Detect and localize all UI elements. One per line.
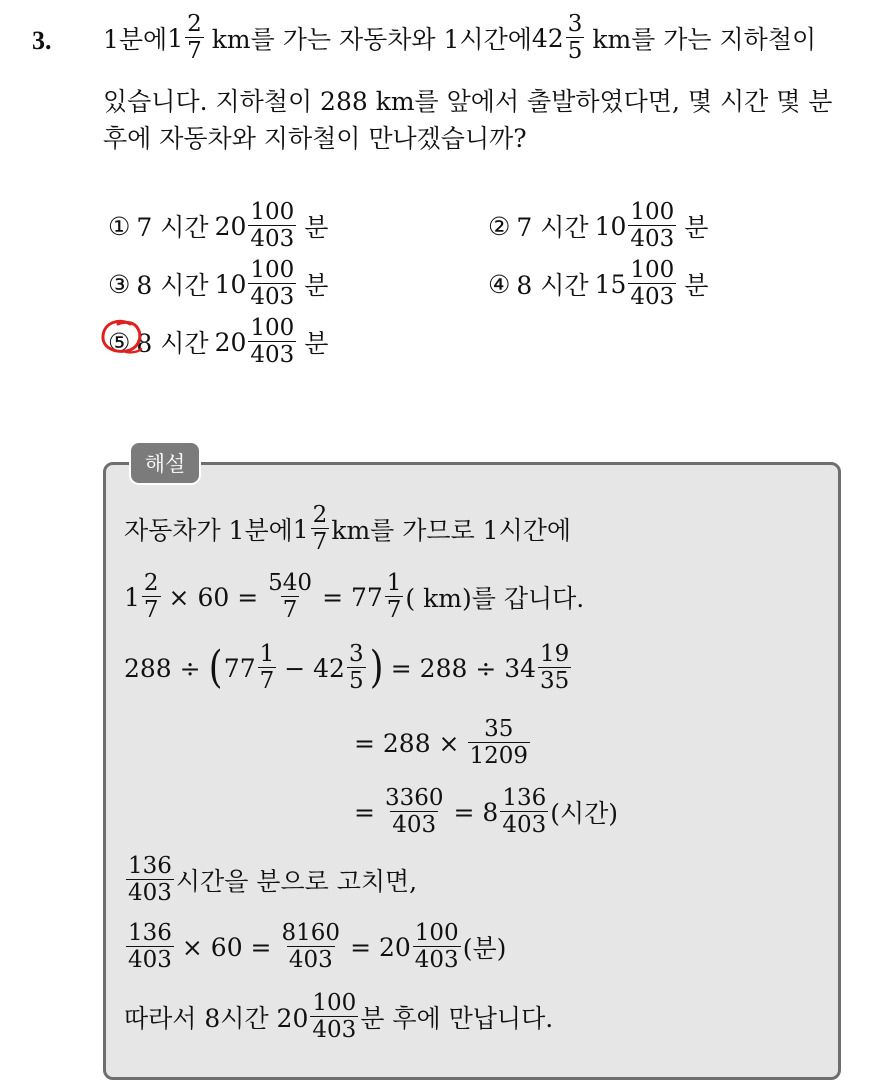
fraction: $\frac{1}{7}$ (259, 641, 275, 694)
solution-box (103, 462, 841, 1080)
solution-text: 288 ÷ (124, 653, 201, 683)
fraction: $\frac{100}{403}$ (250, 257, 295, 310)
option-unit: 분 (684, 271, 709, 300)
solution-text: = (354, 797, 375, 827)
whole-number: 77 (223, 653, 256, 683)
solution-text: 분 후에 만납니다. (360, 1004, 554, 1033)
fraction: $\frac{136}{403}$ (128, 853, 172, 906)
option-2[interactable] (488, 198, 708, 254)
solution-text: × 60 = (181, 932, 272, 962)
whole-number: 1 (124, 582, 140, 612)
question-text: km를 가는 자동차와 1시간에 (211, 25, 532, 54)
fraction: $\frac{3360}{403}$ (384, 785, 444, 838)
fraction: $\frac{3}{5}$ (567, 11, 583, 64)
solution-text: = 77 (322, 582, 383, 612)
solution-text: = 20 (350, 932, 411, 962)
option-hours: 8 시간 (136, 271, 209, 300)
solution-text: (시간) (550, 799, 619, 828)
option-unit: 분 (304, 271, 329, 300)
fraction: $\frac{35}{1209}$ (469, 716, 529, 769)
option-marker: ⑤ (108, 327, 131, 357)
solution-tag: 해설 (129, 441, 201, 485)
solution-line-1 (124, 502, 572, 555)
fraction: $\frac{8160}{403}$ (281, 920, 341, 973)
fraction: $\frac{100}{403}$ (250, 315, 295, 368)
fraction: $\frac{100}{403}$ (250, 199, 295, 252)
fraction: $\frac{100}{403}$ (312, 990, 357, 1043)
option-whole: 10 (594, 211, 627, 241)
option-1[interactable] (108, 198, 328, 254)
option-whole: 20 (214, 327, 247, 357)
solution-text: (분) (462, 934, 507, 963)
question-text: 1분에 (103, 25, 168, 54)
solution-line-6 (124, 852, 417, 908)
solution-line-8 (124, 989, 553, 1045)
solution-line-4 (354, 715, 532, 771)
solution-line-2 (124, 570, 585, 623)
option-marker: ② (488, 211, 511, 241)
option-hours: 8 시간 (136, 329, 209, 358)
fraction: $\frac{100}{403}$ (414, 920, 459, 973)
question-number: 3. (32, 26, 52, 55)
solution-text: km를 가므로 1시간에 (331, 516, 572, 545)
solution-text: ( km)를 갑니다. (405, 584, 585, 613)
fraction: $\frac{540}{7}$ (268, 570, 313, 623)
answer-circle-mark (100, 318, 146, 356)
option-4[interactable] (488, 256, 708, 312)
whole-number: 42 (531, 23, 564, 53)
whole-number: 1 (167, 23, 184, 53)
solution-text: − 42 (284, 653, 345, 683)
option-unit: 분 (304, 213, 329, 242)
fraction: $\frac{1}{7}$ (386, 570, 402, 623)
option-marker: ① (108, 211, 131, 241)
fraction: $\frac{2}{7}$ (312, 502, 328, 555)
solution-text: × 60 = (168, 582, 259, 612)
question-line-1 (103, 11, 817, 64)
option-hours: 7 시간 (136, 213, 209, 242)
option-marker: ④ (488, 269, 511, 299)
solution-text: 따라서 8시간 20 (124, 1004, 309, 1033)
question-text: km를 가는 지하철이 (592, 25, 817, 54)
option-whole: 20 (214, 211, 247, 241)
option-whole: 15 (594, 269, 627, 299)
fraction: $\frac{100}{403}$ (630, 257, 675, 310)
option-hours: 8 시간 (516, 271, 589, 300)
solution-line-3 (124, 643, 573, 693)
option-3[interactable] (108, 256, 328, 312)
solution-text: = 288 ÷ 34 (390, 653, 537, 683)
whole-number: 1 (292, 514, 309, 544)
option-unit: 분 (304, 329, 329, 358)
question-line-3: 후에 자동차와 지하철이 만나겠습니까? (103, 124, 527, 153)
solution-text: = 8 (453, 797, 499, 827)
solution-text: = 288 × (354, 728, 460, 758)
solution-line-5 (354, 784, 618, 840)
option-marker: ③ (108, 269, 131, 299)
option-unit: 분 (684, 213, 709, 242)
fraction: $\frac{100}{403}$ (630, 199, 675, 252)
fraction: $\frac{136}{403}$ (128, 920, 172, 973)
fraction: $\frac{2}{7}$ (143, 570, 159, 623)
solution-text: 자동차가 1분에 (124, 516, 293, 545)
right-paren: ) (369, 642, 384, 693)
fraction: $\frac{3}{5}$ (348, 641, 364, 694)
fraction: $\frac{19}{35}$ (540, 641, 570, 694)
left-paren: ( (208, 642, 223, 693)
fraction: $\frac{2}{7}$ (187, 11, 202, 64)
option-whole: 10 (214, 269, 247, 299)
solution-text: 시간을 분으로 고치면, (175, 867, 418, 896)
question-line-2: 있습니다. 지하철이 288 km를 앞에서 출발하였다면, 몇 시간 몇 분 (103, 87, 833, 116)
option-hours: 7 시간 (516, 213, 589, 242)
solution-line-7 (124, 919, 506, 975)
fraction: $\frac{136}{403}$ (502, 785, 547, 838)
